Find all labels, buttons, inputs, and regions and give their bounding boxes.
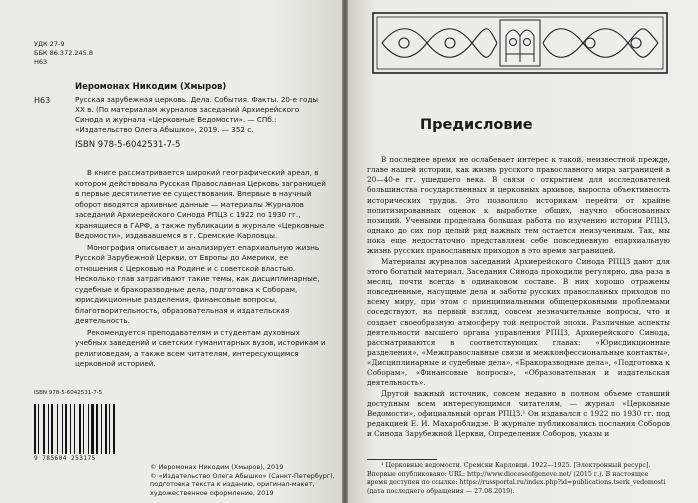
annotation <box>75 168 327 371</box>
barcode-bar <box>96 404 98 454</box>
barcode-bar <box>68 404 69 454</box>
barcode-bar <box>91 404 93 454</box>
barcode-bar <box>57 404 58 454</box>
annotation-paragraph: В книге рассматривается широкий географический ареал, в котором действовала Русская Православная Церковь заграницей в первые десятилетие ее существования. Впервые в научный оборот вводятся архивные данные — материалы Журналов заседаний Архиерейского Синода РПЦЗ с 1922 по 1930 гг., хранящиеся в ГАРФ, а также публикации в журнале «Церковные Ведомости», издававшемся в г. Сремские Карловцы. <box>75 168 326 240</box>
barcode-bar <box>108 404 109 454</box>
barcode-bar <box>38 404 39 454</box>
body-paragraph: Материалы журналов заседаний Архиерейского Синода РПЦЗ дают для этого богатый материал. Заседания Синода проходили регулярно, два раза в месяц, почти всегда в одинаковом составе. В них хорошо отражены повседневные, насущные дела и заботы русских православных приходов по всему миру, при этом с принципиальными общецерковными проблемами соседствуют, на первый взгляд, совсем незначительные вопросы, что и создает своеобразную атмосферу той непростой эпохи. Различные аспекты деятельности высшего органа управления РПЦЗ, Архиерейского Синода, рассматриваются в соответствующих главах: «Юрисдикционные разделения», «Межправославные связи и межконфессиональные контакты», «Дисциплинарные и судебные дела», «Бракоразводные дела», «Подготовка к Соборам», «Финансовые вопросы», «Образовательная и издательская деятельность». <box>367 256 670 388</box>
copyright-publisher: © «Издательство Олега Абышко» (Санкт-Петербург), подготовка текста к изданию, оригинал-макет, художественное оформление, 2019 <box>150 471 335 497</box>
barcode-bar <box>48 404 49 454</box>
author-sign-code: Н63 <box>34 58 48 66</box>
body-paragraph: В последнее время не ослабевает интерес к такой, неизвестной прежде, главе нашей истории, как жизнь русского православного мира заграницей в 20—40-е гг. ушедшего века. В связи с открытием для исследователей большинства государственных и церковных архивов, выросла объективность исторических трудов. Это позволило историкам перейти от крайне политизированных оценок к выработке общих, научно обоснованных позиций. Учеными проделана большая работа по изучению истории РПЦЗ, однако до сих пор целый ряд важных тем остается неизученным. Так, мы пока еще недостаточно представляем себе повседневную епархиальную жизнь русских православных приходов в это время заграницей. <box>367 155 670 256</box>
barcode-bar <box>70 404 72 454</box>
barcode-bar <box>95 404 96 454</box>
copyright-block <box>150 463 335 497</box>
ornamental-headpiece-icon <box>372 12 668 74</box>
barcode-bar <box>51 404 53 454</box>
barcode-bar <box>37 404 38 454</box>
barcode-bar <box>116 404 117 454</box>
barcode-bar <box>65 404 67 454</box>
barcode-bar <box>54 404 56 454</box>
call-letter: Н63 <box>34 96 51 105</box>
barcode-number: 9 785604 253175 <box>34 455 96 462</box>
bibliographic-description: Русская зарубежная церковь. Дела. События. Факты. 20-е годы XX в. (По материалам журналов заседаний Архиерейского Синода и журнала «Церковные Ведомости». — СПб.: «Издательство Олега Абышко», 2019. — 352 с. <box>75 95 319 134</box>
barcode-bar <box>111 404 112 454</box>
barcode-bar <box>82 404 83 454</box>
barcode-bar <box>79 404 81 454</box>
barcode-bar <box>89 404 90 454</box>
barcode-bar <box>50 404 51 454</box>
annotation-paragraph: Монография описывает и анализирует епархиальную жизнь Русской Зарубежной Церкви, от Европы до Америки, ее отношения с Церковью на Родине и с советской властью. Несколько глав затрагивают такие темы, как дисциплинарные, судебные и бракоразводные дела, подготовка к Соборам, юрисдикционные разделения, финансовые вопросы, благотворительность, образовательная и издательская деятельность. <box>75 242 320 325</box>
barcode-bar <box>72 404 73 454</box>
footnote <box>367 462 670 496</box>
barcode-bar <box>63 404 64 454</box>
barcode-bar <box>76 404 78 454</box>
barcode-bar <box>46 404 47 454</box>
page-title: Предисловие <box>420 117 533 133</box>
biblio-codes <box>34 40 93 67</box>
barcode-bar <box>101 404 102 454</box>
copyright-author: © Иеромонах Никодим (Хмыров), 2019 <box>150 463 284 471</box>
annotation-paragraph: Рекомендуется преподавателям и студентам духовных учебных заведений и светских гуманитарных вузов, историкам и религиоведам, а также всем читателям, интересующимся церковной историей. <box>75 327 326 368</box>
barcode-block <box>34 390 118 462</box>
barcode-bar <box>88 404 89 454</box>
barcode-bar <box>62 404 63 454</box>
barcode-bar <box>40 404 42 454</box>
barcode-bar <box>83 404 84 454</box>
barcode-bar <box>103 404 105 454</box>
barcode-bar <box>109 404 110 454</box>
isbn-line: ISBN 978-5-6042531-7-5 <box>75 140 181 150</box>
barcode-isbn: ISBN 978-5-6042531-7-5 <box>34 390 103 396</box>
barcode-bar <box>99 404 100 454</box>
footnote-text: ¹ Церковные ведомости. Сремски Карловци. 1922—1925. [Электронный ресурс]. Впервые опубликовано: URL: http://www.dioceseofgeneve.net/ (2015 г.). В настоящее время доступен по ссылке: https://russportal.ru/index.php?id=publications.tserk_vedomosti (дата последнего обращения — 27.08.2019). <box>367 462 666 495</box>
barcode-bar <box>113 404 115 454</box>
barcode-bar <box>85 404 87 454</box>
preface-body <box>367 155 670 439</box>
body-paragraph: Другой важный источник, совсем недавно в полном объеме ставший доступным всем интересующимся читателям, — журнал «Церковные Ведомости», официальный орган РПЦЗ.¹ Он издавался с 1922 по 1930 гг. под редакцией Е. И. Махароблидзе. В журнале публиковались послания Соборов и Синода Зарубежной Церкви, Определения Соборов, указы и <box>367 388 670 439</box>
footnote-divider <box>367 459 437 460</box>
barcode-icon <box>34 398 118 454</box>
author-heading: Иеромонах Никодим (Хмыров) <box>75 82 227 92</box>
barcode-bar <box>74 404 75 454</box>
barcode-bar <box>105 404 107 454</box>
barcode-bar <box>43 404 45 454</box>
barcode-bar <box>34 404 36 454</box>
bbk-code: ББК 86.372.245.8 <box>34 49 94 57</box>
udk-code: УДК 27-9 <box>34 40 65 48</box>
barcode-bar <box>58 404 60 454</box>
